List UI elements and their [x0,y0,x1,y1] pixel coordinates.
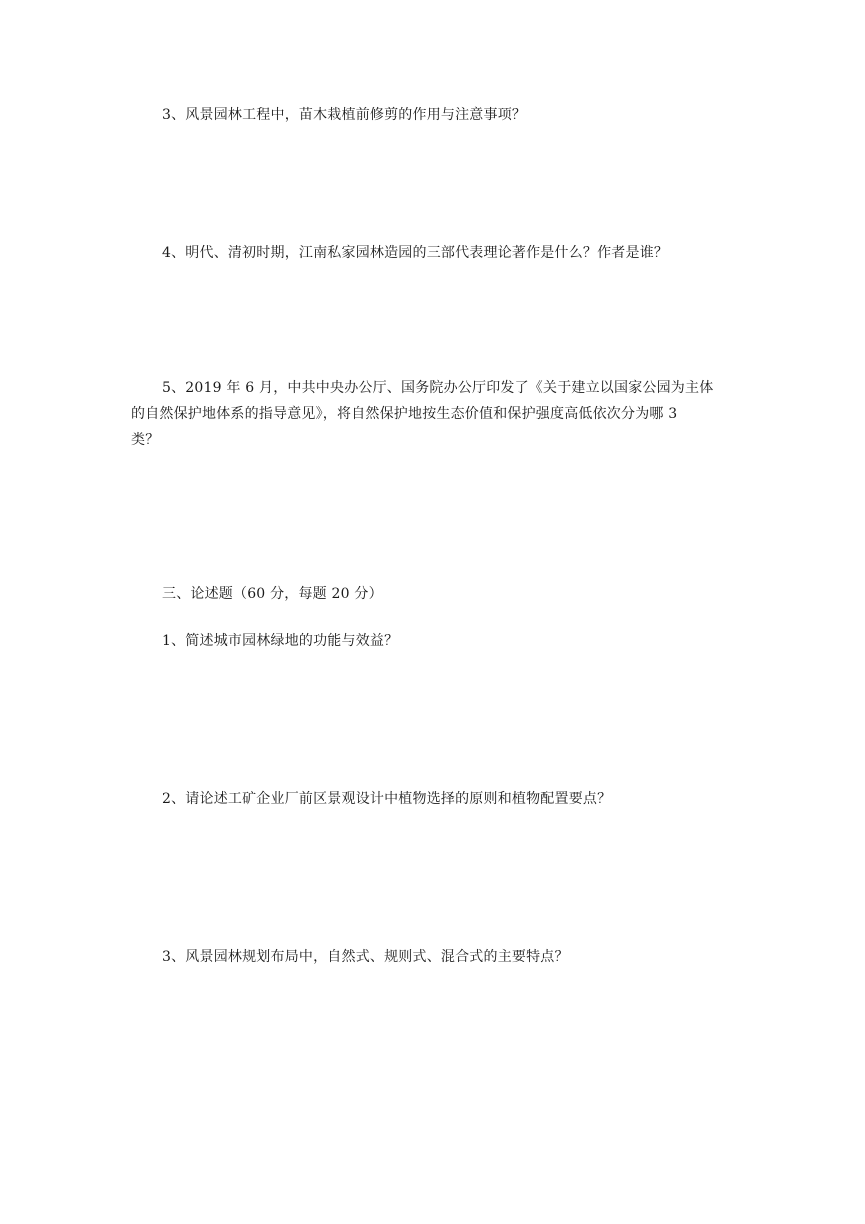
essay-question-3: 3、风景园林规划布局中，自然式、规则式、混合式的主要特点？ [162,949,569,965]
essay-question-1: 1、简述城市园林绿地的功能与效益？ [162,633,399,649]
question-5-line-1: 5、2019 年 6 月，中共中央办公厅、国务院办公厅印发了《关于建立以国家公园为主体 [162,380,714,396]
question-5-line-2: 的自然保护地体系的指导意见》，将自然保护地按生态价值和保护强度高低依次分为哪 3 [131,406,678,422]
question-4-garden-treatises: 4、明代、清初时期，江南私家园林造园的三部代表理论著作是什么？作者是谁？ [162,245,669,261]
essay-question-2: 2、请论述工矿企业厂前区景观设计中植物选择的原则和植物配置要点？ [162,791,612,807]
question-5-line-3: 类？ [131,432,160,448]
question-3-landscape-pruning: 3、风景园林工程中，苗木栽植前修剪的作用与注意事项？ [162,107,527,123]
section-3-heading: 三、论述题（60 分，每题 20 分） [162,586,383,602]
